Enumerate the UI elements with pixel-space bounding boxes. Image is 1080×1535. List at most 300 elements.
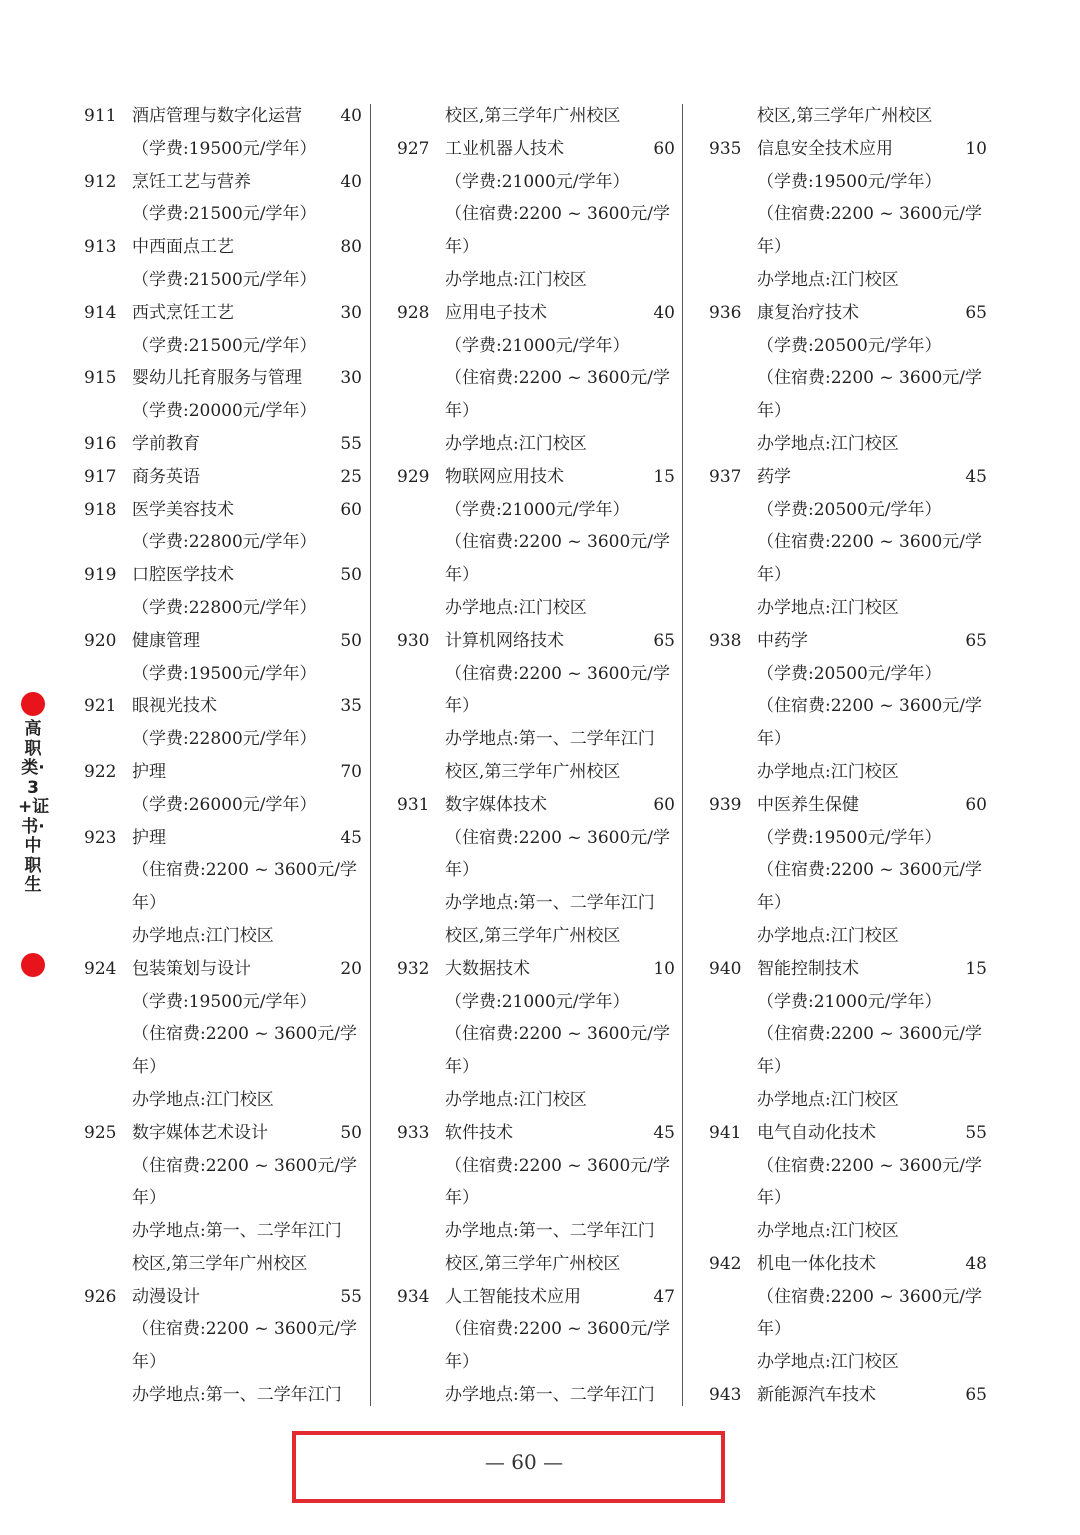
program-detail bbox=[397, 756, 687, 789]
program-code: 929 bbox=[397, 466, 430, 487]
program-detail-text: 年） bbox=[757, 1057, 791, 1078]
program-detail-text: 校区,第三学年广州校区 bbox=[757, 106, 933, 126]
program-detail-text: （学费:21000元/学年） bbox=[445, 991, 630, 1012]
program-detail-text: （住宿费:2200 ~ 3600元/学 bbox=[445, 1024, 671, 1045]
program-quota: 35 bbox=[340, 696, 362, 717]
program-quota: 15 bbox=[653, 466, 675, 487]
program-quota: 60 bbox=[340, 499, 362, 520]
program-detail bbox=[709, 428, 999, 461]
program-code: 940 bbox=[709, 958, 742, 979]
program-quota: 15 bbox=[965, 958, 987, 979]
program-entry bbox=[709, 953, 999, 986]
program-detail bbox=[709, 1313, 999, 1346]
program-detail-text: 办学地点:江门校区 bbox=[757, 433, 899, 454]
program-detail bbox=[397, 526, 687, 559]
program-quota: 55 bbox=[340, 433, 362, 454]
program-detail bbox=[709, 559, 999, 592]
program-detail-text: （住宿费:2200 ~ 3600元/学 bbox=[757, 860, 983, 881]
program-code: 933 bbox=[397, 1122, 430, 1143]
program-detail bbox=[397, 986, 687, 1019]
program-detail-text: 年） bbox=[757, 565, 791, 586]
program-code: 912 bbox=[84, 171, 117, 192]
program-name: 健康管理 bbox=[132, 630, 200, 651]
program-entry bbox=[397, 953, 687, 986]
program-detail bbox=[709, 1281, 999, 1314]
program-detail-text: 年） bbox=[445, 1188, 479, 1209]
program-detail bbox=[84, 1215, 374, 1248]
program-entry bbox=[84, 756, 374, 789]
program-entry bbox=[709, 133, 999, 166]
program-entry bbox=[84, 625, 374, 658]
program-code: 911 bbox=[84, 106, 117, 126]
program-name: 机电一体化技术 bbox=[757, 1253, 876, 1274]
program-code: 934 bbox=[397, 1286, 430, 1307]
program-name: 新能源汽车技术 bbox=[757, 1385, 876, 1406]
program-detail-text: （学费:21000元/学年） bbox=[445, 499, 630, 520]
program-code: 937 bbox=[709, 466, 742, 487]
side-tab-label: 高职类·3+证书·中职生 bbox=[18, 719, 50, 895]
side-tab-dot-bottom bbox=[21, 953, 45, 977]
program-detail-text: 年） bbox=[757, 1319, 791, 1340]
program-code: 931 bbox=[397, 794, 430, 815]
program-entry bbox=[84, 690, 374, 723]
program-detail-text: 办学地点:江门校区 bbox=[757, 925, 899, 946]
program-detail-text: （学费:21000元/学年） bbox=[757, 991, 942, 1012]
program-code: 922 bbox=[84, 761, 117, 782]
program-quota: 10 bbox=[965, 138, 987, 159]
program-detail-text: （学费:20500元/学年） bbox=[757, 663, 942, 684]
program-detail-text: 校区,第三学年广州校区 bbox=[132, 1253, 308, 1274]
program-detail-text: 年） bbox=[757, 401, 791, 422]
program-detail bbox=[84, 1182, 374, 1215]
program-entry bbox=[709, 1379, 999, 1412]
program-detail-text: （学费:19500元/学年） bbox=[132, 138, 317, 159]
program-detail bbox=[397, 166, 687, 199]
program-quota: 30 bbox=[340, 302, 362, 323]
program-detail bbox=[397, 822, 687, 855]
program-quota: 65 bbox=[653, 630, 675, 651]
program-detail-text: （住宿费:2200 ~ 3600元/学 bbox=[757, 1286, 983, 1307]
program-name: 中西面点工艺 bbox=[132, 237, 234, 258]
program-detail bbox=[709, 264, 999, 297]
program-name: 眼视光技术 bbox=[132, 696, 217, 717]
column-2 bbox=[397, 100, 687, 1412]
program-detail bbox=[397, 264, 687, 297]
program-detail bbox=[397, 1018, 687, 1051]
program-code: 936 bbox=[709, 302, 742, 323]
program-detail bbox=[709, 1084, 999, 1117]
program-detail-text: 年） bbox=[132, 1188, 166, 1209]
program-quota: 40 bbox=[653, 302, 675, 323]
program-detail bbox=[84, 986, 374, 1019]
program-detail bbox=[84, 920, 374, 953]
program-detail bbox=[84, 264, 374, 297]
program-detail-text: 办学地点:江门校区 bbox=[445, 269, 587, 290]
program-detail-text: 校区,第三学年广州校区 bbox=[445, 925, 621, 946]
program-detail-text: 办学地点:江门校区 bbox=[757, 1221, 899, 1242]
program-detail-text: （住宿费:2200 ~ 3600元/学 bbox=[757, 204, 983, 225]
program-detail-text: 办学地点:江门校区 bbox=[757, 269, 899, 290]
program-code: 932 bbox=[397, 958, 430, 979]
program-detail bbox=[709, 756, 999, 789]
program-quota: 47 bbox=[653, 1286, 675, 1307]
program-code: 924 bbox=[84, 958, 117, 979]
program-detail bbox=[84, 1346, 374, 1379]
program-detail-text: （学费:21500元/学年） bbox=[132, 204, 317, 225]
program-detail bbox=[397, 887, 687, 920]
program-detail-text: 办学地点:江门校区 bbox=[445, 433, 587, 454]
program-name: 护理 bbox=[132, 827, 166, 848]
program-name: 计算机网络技术 bbox=[445, 630, 564, 651]
program-detail-text: 年） bbox=[757, 893, 791, 914]
program-detail-text: （住宿费:2200 ~ 3600元/学 bbox=[445, 1319, 671, 1340]
program-detail bbox=[397, 494, 687, 527]
program-code: 920 bbox=[84, 630, 117, 651]
program-entry bbox=[84, 362, 374, 395]
program-entry bbox=[397, 1117, 687, 1150]
program-code: 925 bbox=[84, 1122, 117, 1143]
program-quota: 50 bbox=[340, 630, 362, 651]
program-entry bbox=[84, 297, 374, 330]
program-name: 口腔医学技术 bbox=[132, 565, 234, 586]
program-detail-text: 年） bbox=[445, 401, 479, 422]
program-quota: 60 bbox=[965, 794, 987, 815]
program-quota: 20 bbox=[340, 958, 362, 979]
program-detail-text: （住宿费:2200 ~ 3600元/学 bbox=[132, 860, 358, 881]
program-entry bbox=[84, 1281, 374, 1314]
program-detail bbox=[397, 1215, 687, 1248]
program-detail bbox=[709, 723, 999, 756]
program-name: 康复治疗技术 bbox=[757, 302, 859, 323]
program-detail bbox=[84, 592, 374, 625]
program-name: 数字媒体艺术设计 bbox=[132, 1122, 268, 1143]
program-code: 941 bbox=[709, 1122, 742, 1143]
program-code: 939 bbox=[709, 794, 742, 815]
program-detail bbox=[709, 887, 999, 920]
program-detail-text: 办学地点:江门校区 bbox=[757, 761, 899, 782]
program-detail bbox=[709, 330, 999, 363]
program-detail-text: （学费:21000元/学年） bbox=[445, 335, 630, 356]
program-detail-text: （学费:19500元/学年） bbox=[132, 663, 317, 684]
program-detail bbox=[709, 1018, 999, 1051]
program-detail bbox=[709, 198, 999, 231]
program-entry bbox=[84, 428, 374, 461]
program-entry bbox=[709, 625, 999, 658]
program-entry bbox=[397, 1281, 687, 1314]
program-name: 应用电子技术 bbox=[445, 302, 547, 323]
program-entry bbox=[84, 231, 374, 264]
program-detail bbox=[709, 690, 999, 723]
program-code: 935 bbox=[709, 138, 742, 159]
program-detail bbox=[397, 100, 687, 133]
program-quota: 50 bbox=[340, 1122, 362, 1143]
program-code: 942 bbox=[709, 1253, 742, 1274]
program-detail bbox=[84, 1051, 374, 1084]
program-name: 医学美容技术 bbox=[132, 499, 234, 520]
program-name: 中医养生保健 bbox=[757, 794, 859, 815]
column-3 bbox=[709, 100, 999, 1412]
program-detail-text: （学费:19500元/学年） bbox=[757, 827, 942, 848]
program-name: 人工智能技术应用 bbox=[445, 1286, 581, 1307]
program-detail bbox=[84, 1150, 374, 1183]
program-detail-text: 年） bbox=[445, 860, 479, 881]
program-name: 动漫设计 bbox=[132, 1286, 200, 1307]
program-detail bbox=[397, 1346, 687, 1379]
program-detail bbox=[397, 362, 687, 395]
program-quota: 60 bbox=[653, 794, 675, 815]
program-detail bbox=[397, 592, 687, 625]
program-detail-text: （住宿费:2200 ~ 3600元/学 bbox=[757, 532, 983, 553]
program-code: 916 bbox=[84, 433, 117, 454]
program-name: 数字媒体技术 bbox=[445, 794, 547, 815]
column-divider-1 bbox=[370, 104, 371, 1406]
program-code: 919 bbox=[84, 565, 117, 586]
program-detail-text: 校区,第三学年广州校区 bbox=[445, 106, 621, 126]
program-quota: 45 bbox=[653, 1122, 675, 1143]
program-detail bbox=[709, 592, 999, 625]
program-name: 物联网应用技术 bbox=[445, 466, 564, 487]
program-detail-text: （学费:20500元/学年） bbox=[757, 499, 942, 520]
program-quota: 45 bbox=[965, 466, 987, 487]
program-detail bbox=[709, 395, 999, 428]
program-detail bbox=[709, 100, 999, 133]
program-detail-text: （学费:19500元/学年） bbox=[132, 991, 317, 1012]
program-detail bbox=[397, 1248, 687, 1281]
program-detail-text: （学费:22800元/学年） bbox=[132, 532, 317, 553]
program-detail bbox=[397, 920, 687, 953]
column-divider-2 bbox=[682, 104, 683, 1406]
program-detail-text: 办学地点:江门校区 bbox=[132, 925, 274, 946]
program-detail bbox=[397, 854, 687, 887]
program-detail-text: 办学地点:江门校区 bbox=[757, 1352, 899, 1373]
program-quota: 65 bbox=[965, 630, 987, 651]
program-detail bbox=[84, 789, 374, 822]
program-name: 包装策划与设计 bbox=[132, 958, 251, 979]
program-code: 923 bbox=[84, 827, 117, 848]
program-entry bbox=[84, 953, 374, 986]
program-detail-text: （住宿费:2200 ~ 3600元/学 bbox=[445, 368, 671, 389]
program-code: 927 bbox=[397, 138, 430, 159]
program-detail-text: 年） bbox=[132, 1352, 166, 1373]
program-detail-text: 办学地点:江门校区 bbox=[132, 1089, 274, 1110]
program-entry bbox=[709, 1117, 999, 1150]
program-detail bbox=[709, 494, 999, 527]
program-quota: 40 bbox=[340, 106, 362, 126]
program-detail-text: 办学地点:江门校区 bbox=[445, 597, 587, 618]
program-detail-text: （学费:21000元/学年） bbox=[445, 171, 630, 192]
program-entry bbox=[397, 297, 687, 330]
program-detail-text: 办学地点:江门校区 bbox=[757, 597, 899, 618]
program-code: 928 bbox=[397, 302, 430, 323]
program-detail bbox=[397, 723, 687, 756]
program-detail-text: 办学地点:第一、二学年江门 bbox=[132, 1221, 342, 1242]
program-detail bbox=[397, 1051, 687, 1084]
program-detail bbox=[709, 986, 999, 1019]
program-quota: 50 bbox=[340, 565, 362, 586]
program-detail bbox=[709, 1150, 999, 1183]
program-code: 926 bbox=[84, 1286, 117, 1307]
program-detail bbox=[397, 690, 687, 723]
program-detail-text: （学费:20500元/学年） bbox=[757, 335, 942, 356]
program-name: 大数据技术 bbox=[445, 958, 530, 979]
program-detail-text: 办学地点:第一、二学年江门 bbox=[445, 893, 655, 914]
program-detail-text: 年） bbox=[445, 696, 479, 717]
program-detail-text: （住宿费:2200 ~ 3600元/学 bbox=[132, 1155, 358, 1176]
program-detail-text: （学费:22800元/学年） bbox=[132, 729, 317, 750]
program-quota: 45 bbox=[340, 827, 362, 848]
program-entry bbox=[84, 494, 374, 527]
program-entry bbox=[709, 297, 999, 330]
program-code: 921 bbox=[84, 696, 117, 717]
program-quota: 70 bbox=[340, 761, 362, 782]
program-code: 915 bbox=[84, 368, 117, 389]
program-quota: 65 bbox=[965, 1385, 987, 1406]
program-detail bbox=[709, 526, 999, 559]
program-detail-text: （住宿费:2200 ~ 3600元/学 bbox=[132, 1319, 358, 1340]
program-detail bbox=[84, 887, 374, 920]
program-detail-text: （住宿费:2200 ~ 3600元/学 bbox=[757, 368, 983, 389]
program-detail bbox=[397, 395, 687, 428]
program-name: 软件技术 bbox=[445, 1122, 513, 1143]
program-name: 烹饪工艺与营养 bbox=[132, 171, 251, 192]
program-detail-text: 办学地点:第一、二学年江门 bbox=[445, 1385, 655, 1406]
program-entry bbox=[709, 461, 999, 494]
program-entry bbox=[397, 625, 687, 658]
program-detail bbox=[397, 198, 687, 231]
program-detail-text: 年） bbox=[445, 1352, 479, 1373]
program-entry bbox=[84, 559, 374, 592]
program-detail bbox=[709, 1215, 999, 1248]
program-name: 药学 bbox=[757, 466, 791, 487]
program-quota: 40 bbox=[340, 171, 362, 192]
program-name: 电气自动化技术 bbox=[757, 1122, 876, 1143]
program-name: 学前教育 bbox=[132, 433, 200, 454]
program-name: 西式烹饪工艺 bbox=[132, 302, 234, 323]
program-name: 护理 bbox=[132, 761, 166, 782]
program-detail bbox=[709, 1346, 999, 1379]
program-detail bbox=[84, 198, 374, 231]
program-detail bbox=[397, 330, 687, 363]
program-detail bbox=[709, 166, 999, 199]
program-quota: 60 bbox=[653, 138, 675, 159]
program-entry bbox=[84, 822, 374, 855]
program-entry bbox=[709, 1248, 999, 1281]
program-detail-text: （学费:21500元/学年） bbox=[132, 335, 317, 356]
program-detail bbox=[84, 658, 374, 691]
program-detail bbox=[397, 1084, 687, 1117]
program-name: 工业机器人技术 bbox=[445, 138, 564, 159]
program-quota: 80 bbox=[340, 237, 362, 258]
program-detail bbox=[84, 526, 374, 559]
program-detail-text: （住宿费:2200 ~ 3600元/学 bbox=[757, 1155, 983, 1176]
program-detail-text: （住宿费:2200 ~ 3600元/学 bbox=[445, 663, 671, 684]
program-name: 婴幼儿托育服务与管理 bbox=[132, 368, 302, 389]
program-detail bbox=[397, 1313, 687, 1346]
program-detail bbox=[84, 854, 374, 887]
program-entry bbox=[397, 461, 687, 494]
side-tab-dot-top bbox=[21, 692, 45, 716]
program-detail bbox=[397, 1182, 687, 1215]
program-detail-text: 校区,第三学年广州校区 bbox=[445, 761, 621, 782]
program-entry bbox=[84, 166, 374, 199]
program-code: 914 bbox=[84, 302, 117, 323]
program-detail-text: 年） bbox=[132, 893, 166, 914]
program-detail-text: （住宿费:2200 ~ 3600元/学 bbox=[132, 1024, 358, 1045]
column-1 bbox=[84, 100, 374, 1412]
program-detail-text: （住宿费:2200 ~ 3600元/学 bbox=[445, 204, 671, 225]
program-detail-text: 年） bbox=[132, 1057, 166, 1078]
program-entry bbox=[84, 100, 374, 133]
program-detail bbox=[397, 1150, 687, 1183]
program-detail-text: （住宿费:2200 ~ 3600元/学 bbox=[757, 696, 983, 717]
program-detail-text: （学费:19500元/学年） bbox=[757, 171, 942, 192]
program-name: 信息安全技术应用 bbox=[757, 138, 893, 159]
program-detail-text: 办学地点:江门校区 bbox=[445, 1089, 587, 1110]
program-detail-text: 年） bbox=[757, 1188, 791, 1209]
program-detail-text: （住宿费:2200 ~ 3600元/学 bbox=[445, 827, 671, 848]
program-quota: 55 bbox=[965, 1122, 987, 1143]
program-detail-text: （住宿费:2200 ~ 3600元/学 bbox=[757, 1024, 983, 1045]
page-number: — 60 — bbox=[484, 1450, 564, 1474]
program-detail-text: 年） bbox=[445, 1057, 479, 1078]
program-detail bbox=[709, 1182, 999, 1215]
program-detail-text: 年） bbox=[757, 237, 791, 258]
program-detail-text: （学费:20000元/学年） bbox=[132, 401, 317, 422]
program-quota: 10 bbox=[653, 958, 675, 979]
program-name: 智能控制技术 bbox=[757, 958, 859, 979]
program-entry bbox=[397, 133, 687, 166]
program-detail-text: 办学地点:第一、二学年江门 bbox=[132, 1385, 342, 1406]
program-detail bbox=[709, 854, 999, 887]
program-entry bbox=[397, 789, 687, 822]
program-detail-text: （住宿费:2200 ~ 3600元/学 bbox=[445, 1155, 671, 1176]
program-quota: 25 bbox=[340, 466, 362, 487]
program-detail bbox=[709, 362, 999, 395]
program-detail bbox=[84, 133, 374, 166]
program-quota: 48 bbox=[965, 1253, 987, 1274]
program-detail-text: （学费:22800元/学年） bbox=[132, 597, 317, 618]
program-detail-text: 年） bbox=[445, 237, 479, 258]
program-detail bbox=[84, 1248, 374, 1281]
program-detail bbox=[709, 822, 999, 855]
program-entry bbox=[709, 789, 999, 822]
program-name: 商务英语 bbox=[132, 466, 200, 487]
program-detail bbox=[84, 1379, 374, 1412]
program-code: 930 bbox=[397, 630, 430, 651]
program-code: 943 bbox=[709, 1385, 742, 1406]
program-name: 酒店管理与数字化运营 bbox=[132, 106, 302, 126]
program-detail-text: 年） bbox=[445, 565, 479, 586]
program-code: 917 bbox=[84, 466, 117, 487]
program-code: 938 bbox=[709, 630, 742, 651]
program-quota: 55 bbox=[340, 1286, 362, 1307]
program-quota: 30 bbox=[340, 368, 362, 389]
program-detail bbox=[397, 658, 687, 691]
program-detail bbox=[397, 231, 687, 264]
program-detail bbox=[709, 658, 999, 691]
program-entry bbox=[84, 461, 374, 494]
program-detail bbox=[84, 1313, 374, 1346]
program-detail bbox=[84, 1084, 374, 1117]
program-detail-text: 办学地点:江门校区 bbox=[757, 1089, 899, 1110]
program-quota: 65 bbox=[965, 302, 987, 323]
program-detail-text: （学费:21500元/学年） bbox=[132, 269, 317, 290]
program-detail-text: 办学地点:第一、二学年江门 bbox=[445, 729, 655, 750]
program-detail-text: 办学地点:第一、二学年江门 bbox=[445, 1221, 655, 1242]
program-detail bbox=[397, 559, 687, 592]
program-detail bbox=[709, 920, 999, 953]
program-detail bbox=[84, 723, 374, 756]
